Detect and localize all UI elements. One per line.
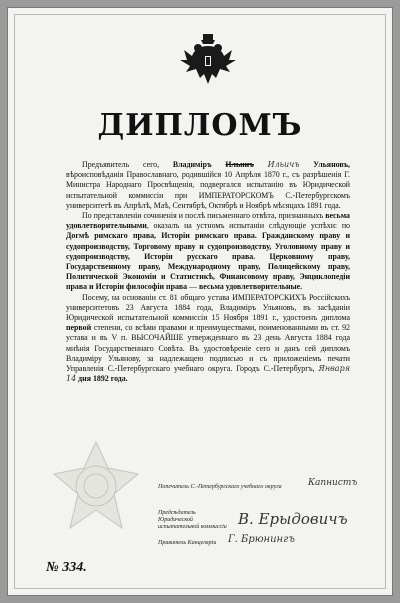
para1-text: вѣроисповѣданія Православнаго, родившійся 10 Апрѣля 1870 г., съ разрѣшенія Г. Министра Народнаго Просвѣщенія, подвергался испытанію въ Юридической испытательной коммиссіи при ИМПЕРАТОРСКОМЪ С.-Петербургскомъ университетѣ въ Апрѣлѣ, Маѣ, Сентябрѣ, Октябрѣ и Ноябрѣ мѣсяцахъ 1891 года. <box>66 170 350 210</box>
para3-text-c: степени, со всѣми правами и преимуществами, поименованными въ ст. 92 устава и въ V п. ВЫСОЧАЙШЕ утвержденнаго въ 23 день Августа 1884 года мнѣнія Государственнаго Совѣта. Въ удостовѣреніе сего и данъ сей дипломъ Владиміру Ульянову, за надлежащею подписью и съ приложеніемъ печати Управленія С.-Петербургскаго учебнаго округа. Городъ С.-Петербургъ, <box>66 323 350 374</box>
diploma-degree: первой <box>66 323 92 333</box>
para2-grade-a: весьма удовлетворительными <box>66 211 350 231</box>
para2-text-c: , оказалъ на устномъ испытаніи слѣдующіе успѣхи: по <box>146 221 350 231</box>
paragraph-3 <box>66 293 350 385</box>
official-seal <box>48 438 144 534</box>
diploma-body <box>66 160 350 384</box>
chair-label: Предсѣдатель Юридической испытательной коммиссіи <box>158 510 227 530</box>
curator-signature: Капнистъ <box>308 478 358 488</box>
diploma-sheet <box>8 8 392 595</box>
office-signature-row <box>158 534 358 566</box>
handwritten-date: Января 14 <box>66 364 350 384</box>
para1-intro: Предъявитель сего, <box>82 160 173 169</box>
para3-text-a: Посему, на основаніи ст. 81 общаго устава ИМПЕРАТОРСКИХЪ Россійскихъ университетовъ 23 Августа 1884 года, Владиміръ Ульяновъ, въ засѣданіи Юридической испытательной коммиссіи 15 Ноября 1891 г., удостоенъ диплома <box>66 292 350 323</box>
office-label: Правитель Канцеляріи <box>158 540 217 546</box>
paragraph-2 <box>66 211 350 293</box>
para2-dash: — <box>187 282 199 292</box>
diploma-number: № 334. <box>46 560 87 575</box>
double-headed-eagle-emblem <box>178 32 238 92</box>
diploma-title: ДИПЛОМЪ <box>97 108 303 143</box>
office-signature: Г. Брюнингъ <box>228 534 295 545</box>
curator-label: Попечитель С.-Петербургскаго учебнаго округа <box>158 484 282 490</box>
para2-grade-b: весьма удовлетворительные. <box>198 282 303 292</box>
name-struck: Ильинъ <box>225 160 254 169</box>
signature-block <box>158 478 358 566</box>
para3-year: дня 1892 года. <box>76 374 128 384</box>
name-first: Владиміръ <box>172 160 212 169</box>
name-handwritten-insert: Ильичъ <box>267 160 300 169</box>
paragraph-1 <box>66 160 350 211</box>
para2-subjects: Догмѣ римскаго права, Исторіи римскаго права. Гражданскому праву и судопроизводству, Торговому праву и судопроизводству, Уголовному праву и судопроизводству, Исторіи русскаго права. Церковному праву, Государственному праву, Международному праву, Полицейскому праву, Политической Экономіи и Статистикѣ, Финансовому праву, Энциклопедіи права и Исторіи философіи права <box>66 231 350 292</box>
chair-signature: В. Ерыдовичъ <box>238 510 348 528</box>
name-last: Ульяновъ, <box>313 160 350 169</box>
para2-text-a: По представленіи сочиненія и послѣ письменнаго отвѣта, признанныхъ <box>82 211 326 221</box>
curator-signature-row <box>158 478 358 510</box>
